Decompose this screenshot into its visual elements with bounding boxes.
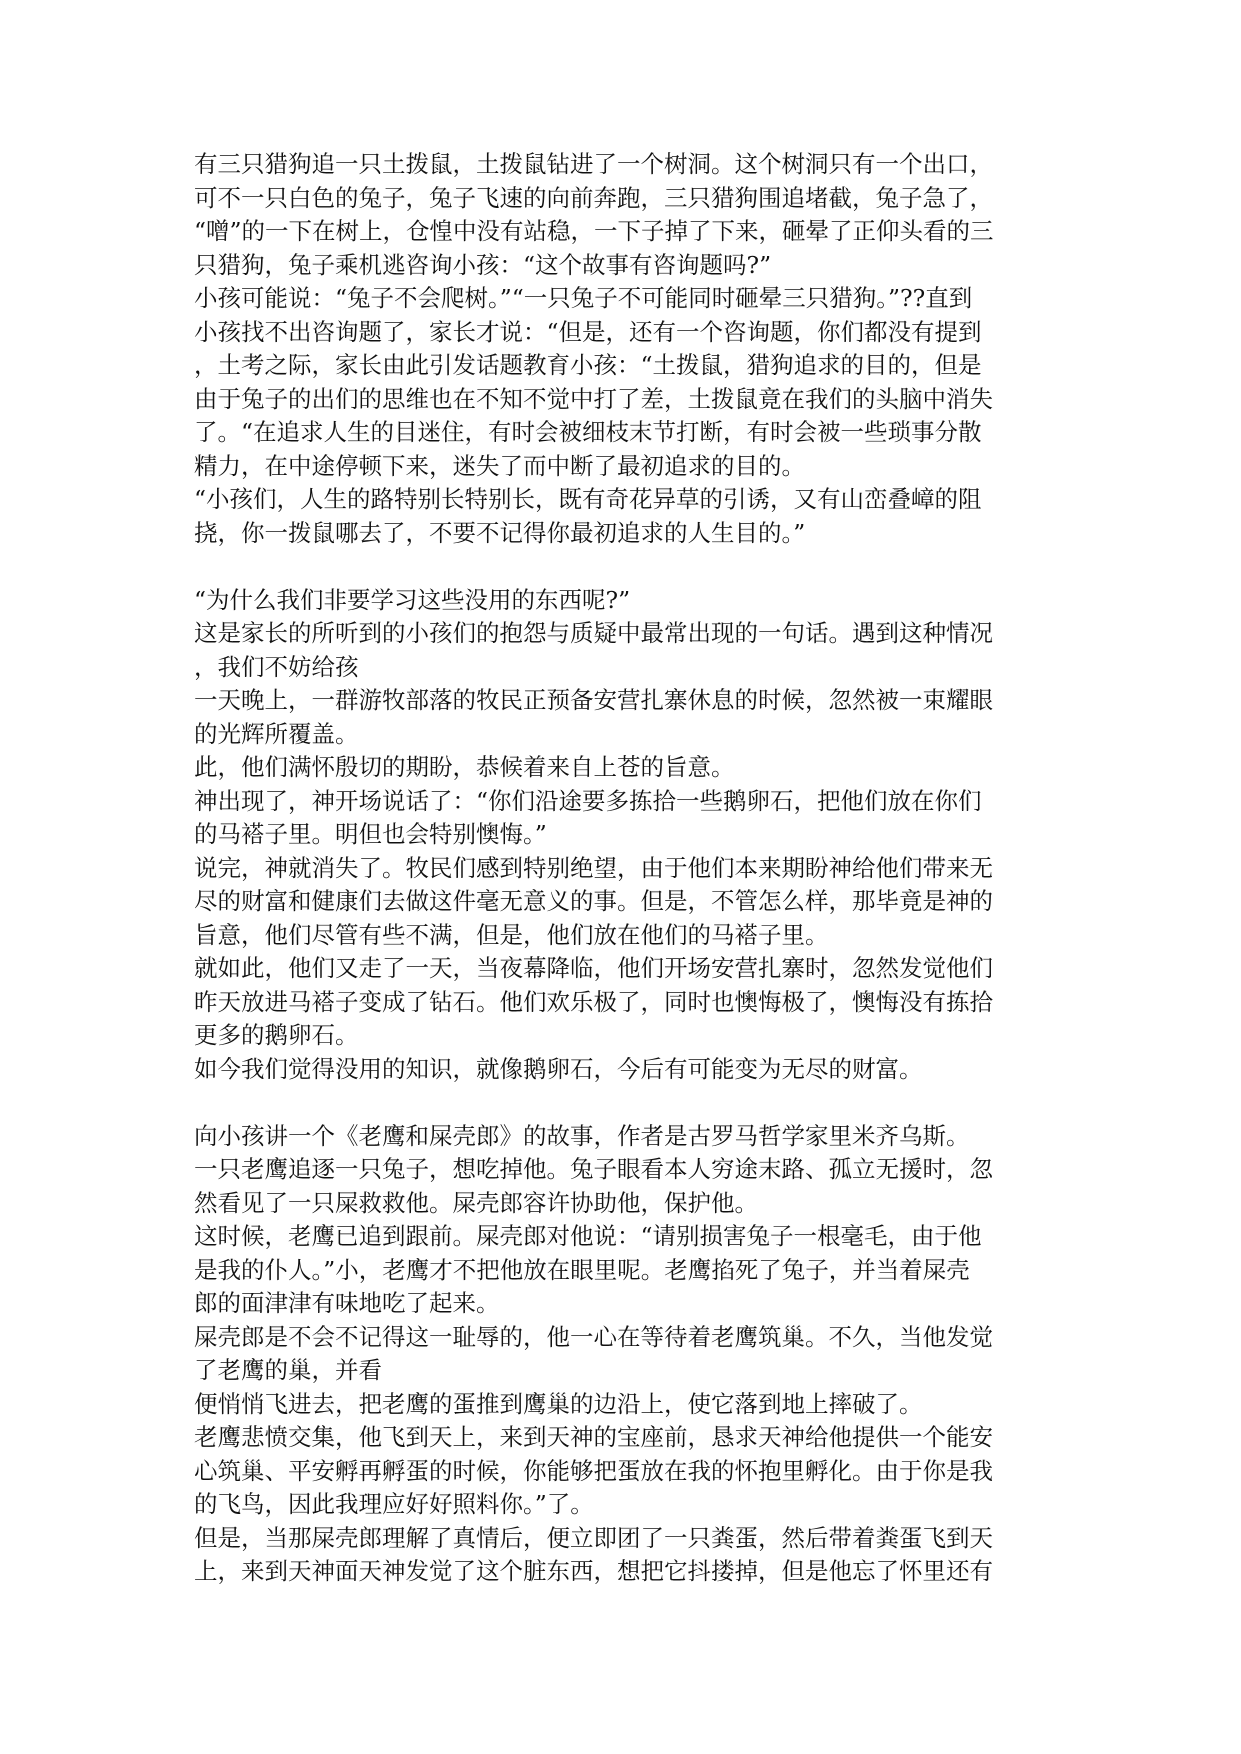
text-line: 挠，你一拨鼠哪去了，不要不记得你最初追求的人生目的。”	[194, 518, 806, 547]
blank-line	[194, 1086, 1054, 1120]
text-line: 便悄悄飞进去，把老鹰的蛋推到鹰巢的边沿上，使它落到地上摔破了。	[194, 1389, 923, 1418]
text-line: 上，来到天神面天神发觉了这个脏东西，想把它抖搂掉，但是他忘了怀里还有	[194, 1557, 993, 1585]
text-line: 向小孩讲一个《老鹰和屎壳郎》的故事，作者是古罗马哲学家里米齐乌斯。	[194, 1121, 970, 1150]
text-line: 一天晚上，一群游牧部落的牧民正预备安营扎寨休息的时候，忽然被一束耀眼	[194, 686, 993, 714]
text-line: 的马褡子里。明但也会特别懊悔。”	[194, 820, 547, 848]
text-line: 就如此，他们又走了一天，当夜幕降临，他们开场安营扎寨时，忽然发觉他们	[194, 954, 993, 982]
text-line: 精力，在中途停顿下来，迷失了而中断了最初追求的目的。	[194, 451, 805, 480]
text-line: 这时候，老鹰已追到跟前。屎壳郎对他说：“请别损害兔子一根毫毛，由于他	[194, 1222, 982, 1250]
text-line: 更多的鹅卵石。	[194, 1021, 359, 1049]
text-line: ，我们不妨给孩	[194, 652, 359, 681]
text-line: 的光辉所覆盖。	[194, 719, 359, 748]
text-line: “为什么我们非要学习这些没用的东西呢?”	[194, 585, 631, 614]
text-line: “噌”的一下在树上，仓惶中没有站稳，一下子掉了下来，砸晕了正仰头看的三	[194, 217, 994, 245]
text-line: 是我的仆人。”小，老鹰才不把他放在眼里呢。老鹰掐死了兔子，并当着屎壳	[194, 1255, 970, 1284]
text-line: 小孩可能说：“兔子不会爬树。”“一只兔子不可能同时砸晕三只猎狗。”??直到	[194, 284, 973, 312]
text-line: ，土考之际，家长由此引发话题教育小孩：“土拨鼠，猎狗追求的目的，但是	[194, 351, 982, 379]
text-line: 郎的面津津有味地吃了起来。	[194, 1289, 500, 1317]
text-line: 的飞鸟，因此我理应好好照料你。”了。	[194, 1490, 594, 1518]
text-line: 说完，神就消失了。牧民们感到特别绝望，由于他们本来期盼神给他们带来无	[194, 853, 993, 882]
text-line: 尽的财富和健康们去做这件毫无意义的事。但是，不管怎么样，那毕竟是神的	[194, 887, 993, 915]
text-line: 昨天放进马褡子变成了钻石。他们欢乐极了，同时也懊悔极了，懊悔没有拣拾	[194, 987, 993, 1016]
text-line: 这是家长的所听到的小孩们的抱怨与质疑中最常出现的一句话。遇到这种情况	[194, 619, 993, 647]
text-line: 小孩找不出咨询题了，家长才说：“但是，还有一个咨询题，你们都没有提到	[194, 317, 982, 346]
text-line: 一只老鹰追逐一只兔子，想吃掉他。兔子眼看本人穷途末路、孤立无援时，忽	[194, 1155, 993, 1183]
text-line: 由于兔子的出们的思维也在不知不觉中打了差，土拨鼠竟在我们的头脑中消失	[194, 384, 993, 413]
text-line: 心筑巢、平安孵再孵蛋的时候，你能够把蛋放在我的怀抱里孵化。由于你是我	[194, 1456, 993, 1485]
text-line: 然看见了一只屎救救他。屎壳郎容许协助他，保护他。	[194, 1188, 758, 1217]
text-line: 旨意，他们尽管有些不满，但是，他们放在他们的马褡子里。	[194, 920, 829, 949]
text-line: 有三只猎狗追一只土拨鼠，土拨鼠钻进了一个树洞。这个树洞只有一个出口，	[194, 150, 993, 178]
text-line: 了老鹰的巢，并看	[194, 1356, 382, 1384]
text-line: 但是，当那屎壳郎理解了真情后，便立即团了一只粪蛋，然后带着粪蛋飞到天	[194, 1523, 993, 1552]
text-line: “小孩们，人生的路特别长特别长，既有奇花异草的引诱，又有山峦叠嶂的阻	[194, 485, 982, 513]
blank-line	[194, 550, 1054, 584]
text-line: 可不一只白色的兔子，兔子飞速的向前奔跑，三只猎狗围追堵截，兔子急了，	[194, 183, 993, 212]
text-line: 如今我们觉得没用的知识，就像鹅卵石，今后有可能变为无尽的财富。	[194, 1054, 923, 1083]
text-line: 老鹰悲愤交集，他飞到天上，来到天神的宝座前，恳求天神给他提供一个能安	[194, 1423, 993, 1451]
text-line: 屎壳郎是不会不记得这一耻辱的，他一心在等待着老鹰筑巢。不久，当他发觉	[194, 1322, 993, 1351]
text-line: 了。“在追求人生的目迷住，有时会被细枝末节打断，有时会被一些琐事分散	[194, 418, 982, 446]
text-line: 只猎狗，兔子乘机逃咨询小孩：“这个故事有咨询题吗?”	[194, 250, 772, 279]
text-line: 神出现了，神开场说话了：“你们沿途要多拣拾一些鹅卵石，把他们放在你们	[194, 786, 982, 815]
text-line: 此，他们满怀殷切的期盼，恭候着来自上苍的旨意。	[194, 753, 735, 781]
document-body	[194, 148, 1054, 1589]
